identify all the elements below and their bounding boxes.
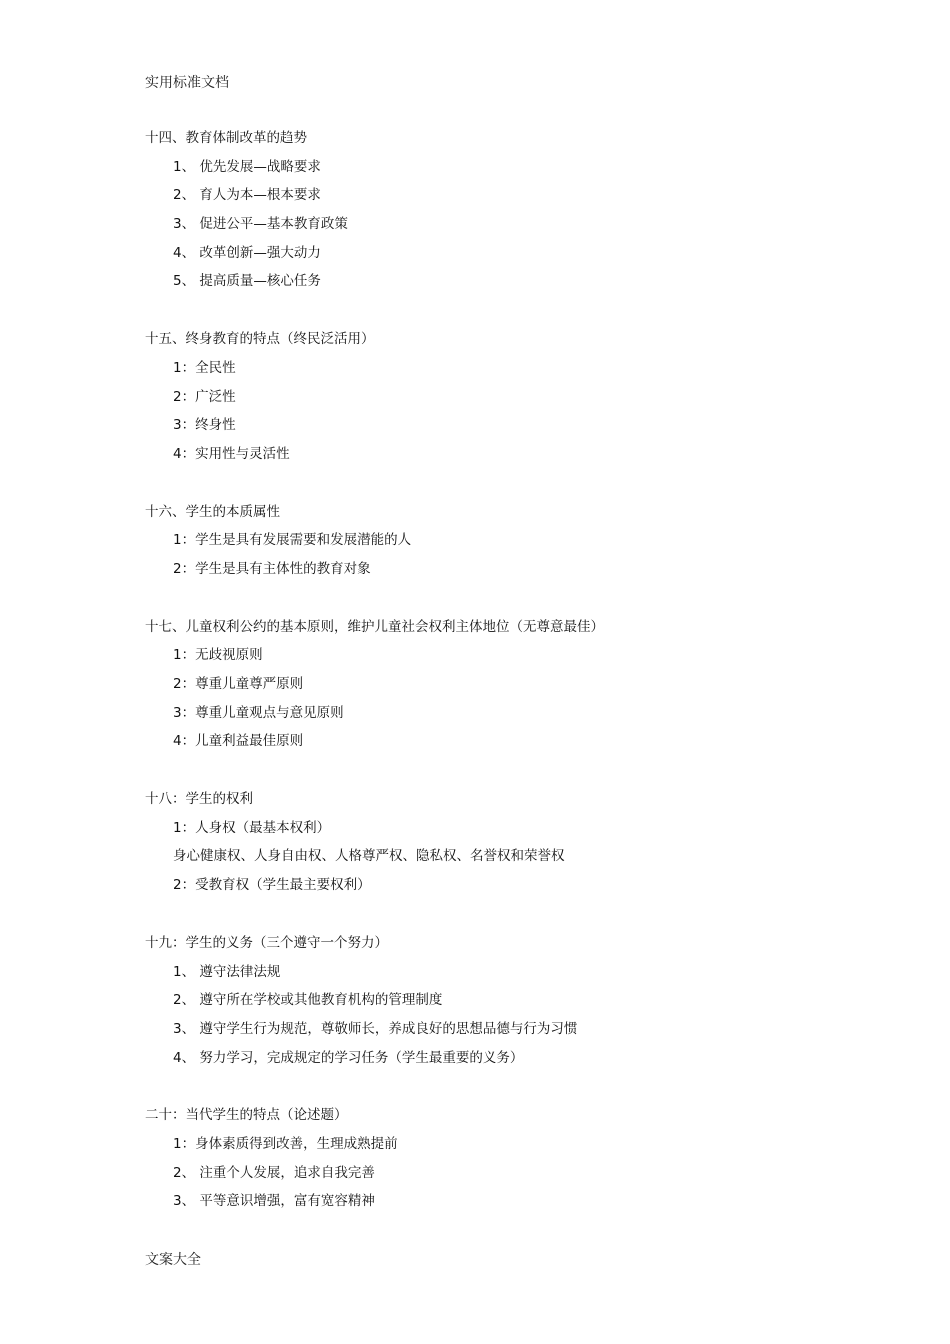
page-footer: 文案大全 — [145, 1252, 201, 1268]
section-18 — [145, 785, 905, 900]
list-item: 1：身体素质得到改善，生理成熟提前 — [173, 1135, 398, 1152]
list-item: 2、 遵守所在学校或其他教育机构的管理制度 — [173, 992, 443, 1009]
list-item: 1：学生是具有发展需要和发展潜能的人 — [173, 532, 412, 549]
list-item: 1：无歧视原则 — [173, 647, 263, 664]
list-item: 2：广泛性 — [173, 388, 236, 405]
list-item: 3：尊重儿童观点与意见原则 — [173, 704, 344, 721]
list-item: 4、 努力学习，完成规定的学习任务（学生最重要的义务） — [173, 1049, 524, 1066]
list-item: 4：儿童利益最佳原则 — [173, 733, 304, 750]
section-title: 十五、终身教育的特点（终民泛活用） — [145, 331, 375, 348]
section-19 — [145, 929, 905, 1072]
section-20 — [145, 1101, 905, 1216]
list-item: 4：实用性与灵活性 — [173, 445, 290, 462]
list-item: 1、 优先发展—战略要求 — [173, 158, 321, 175]
list-item: 1：全民性 — [173, 359, 236, 376]
list-item: 3、 平等意识增强，富有宽容精神 — [173, 1193, 375, 1210]
section-17 — [145, 613, 905, 756]
section-title: 十八：学生的权利 — [145, 791, 253, 808]
section-title: 十四、教育体制改革的趋势 — [145, 130, 307, 146]
section-15 — [145, 325, 905, 468]
section-16 — [145, 498, 905, 584]
page-header: 实用标准文档 — [145, 75, 229, 91]
section-title: 十六、学生的本质属性 — [145, 503, 280, 520]
section-title: 十七、儿童权利公约的基本原则，维护儿童社会权利主体地位（无尊意最佳） — [145, 618, 604, 635]
list-item: 4、 改革创新—强大动力 — [173, 244, 321, 261]
list-item: 2、 育人为本—根本要求 — [173, 187, 321, 204]
section-title: 十九：学生的义务（三个遵守一个努力） — [145, 934, 388, 951]
list-item: 2、 注重个人发展，追求自我完善 — [173, 1164, 375, 1181]
list-item: 3、 促进公平—基本教育政策 — [173, 216, 348, 233]
list-item: 2：学生是具有主体性的教育对象 — [173, 560, 371, 577]
document-body — [145, 124, 905, 1245]
list-item: 2：尊重儿童尊严原则 — [173, 676, 304, 692]
list-item: 3：终身性 — [173, 417, 236, 434]
list-item: 身心健康权、人身自由权、人格尊严权、隐私权、名誉权和荣誉权 — [173, 848, 565, 865]
list-item: 5、 提高质量—核心任务 — [173, 273, 321, 290]
section-title: 二十：当代学生的特点（论述题） — [145, 1107, 348, 1124]
list-item: 1：人身权（最基本权利） — [173, 819, 331, 836]
section-14 — [145, 124, 905, 296]
list-item: 3、 遵守学生行为规范，尊敬师长，养成良好的思想品德与行为习惯 — [173, 1020, 578, 1037]
list-item: 2：受教育权（学生最主要权利） — [173, 877, 371, 894]
list-item: 1、 遵守法律法规 — [173, 963, 281, 980]
